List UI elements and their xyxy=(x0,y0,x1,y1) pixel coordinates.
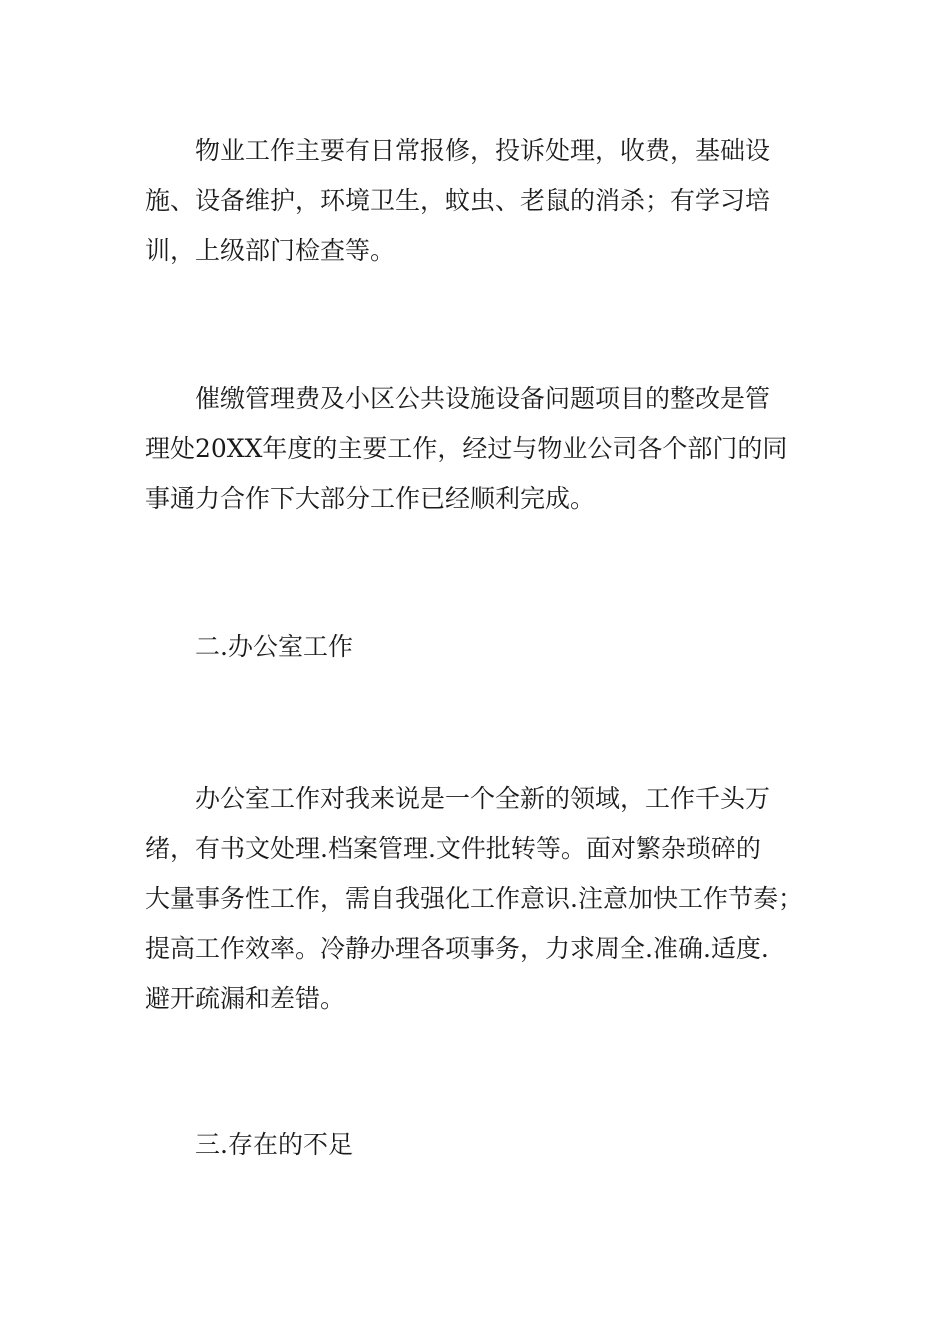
paragraph-3-line-3: 大量事务性工作，需自我强化工作意识.注意加快工作节奏； xyxy=(145,884,803,913)
paragraph-1-line-2: 施、设备维护，环境卫生，蚊虫、老鼠的消杀；有学习培 xyxy=(145,186,771,215)
paragraph-1-line-3: 训，上级部门检查等。 xyxy=(145,236,396,265)
paragraph-2-line-1: 催缴管理费及小区公共设施设备问题项目的整改是管 xyxy=(195,384,771,413)
paragraph-3-line-1: 办公室工作对我来说是一个全新的领域，工作千头万 xyxy=(195,784,771,813)
paragraph-3-line-2: 绪，有书文处理.档案管理.文件批转等。面对繁杂琐碎的 xyxy=(145,834,761,863)
section-heading-shortcomings: 三.存在的不足 xyxy=(195,1130,353,1159)
paragraph-1-line-1: 物业工作主要有日常报修，投诉处理，收费，基础设 xyxy=(195,136,771,165)
paragraph-3-line-4: 提高工作效率。冷静办理各项事务，力求周全.准确.适度. xyxy=(145,934,769,963)
paragraph-2-line-2: 理处20XX年度的主要工作，经过与物业公司各个部门的同 xyxy=(145,434,788,463)
section-heading-office-work: 二.办公室工作 xyxy=(195,632,353,661)
paragraph-2-line-3: 事通力合作下大部分工作已经顺利完成。 xyxy=(145,484,596,513)
paragraph-3-line-5: 避开疏漏和差错。 xyxy=(145,984,346,1013)
